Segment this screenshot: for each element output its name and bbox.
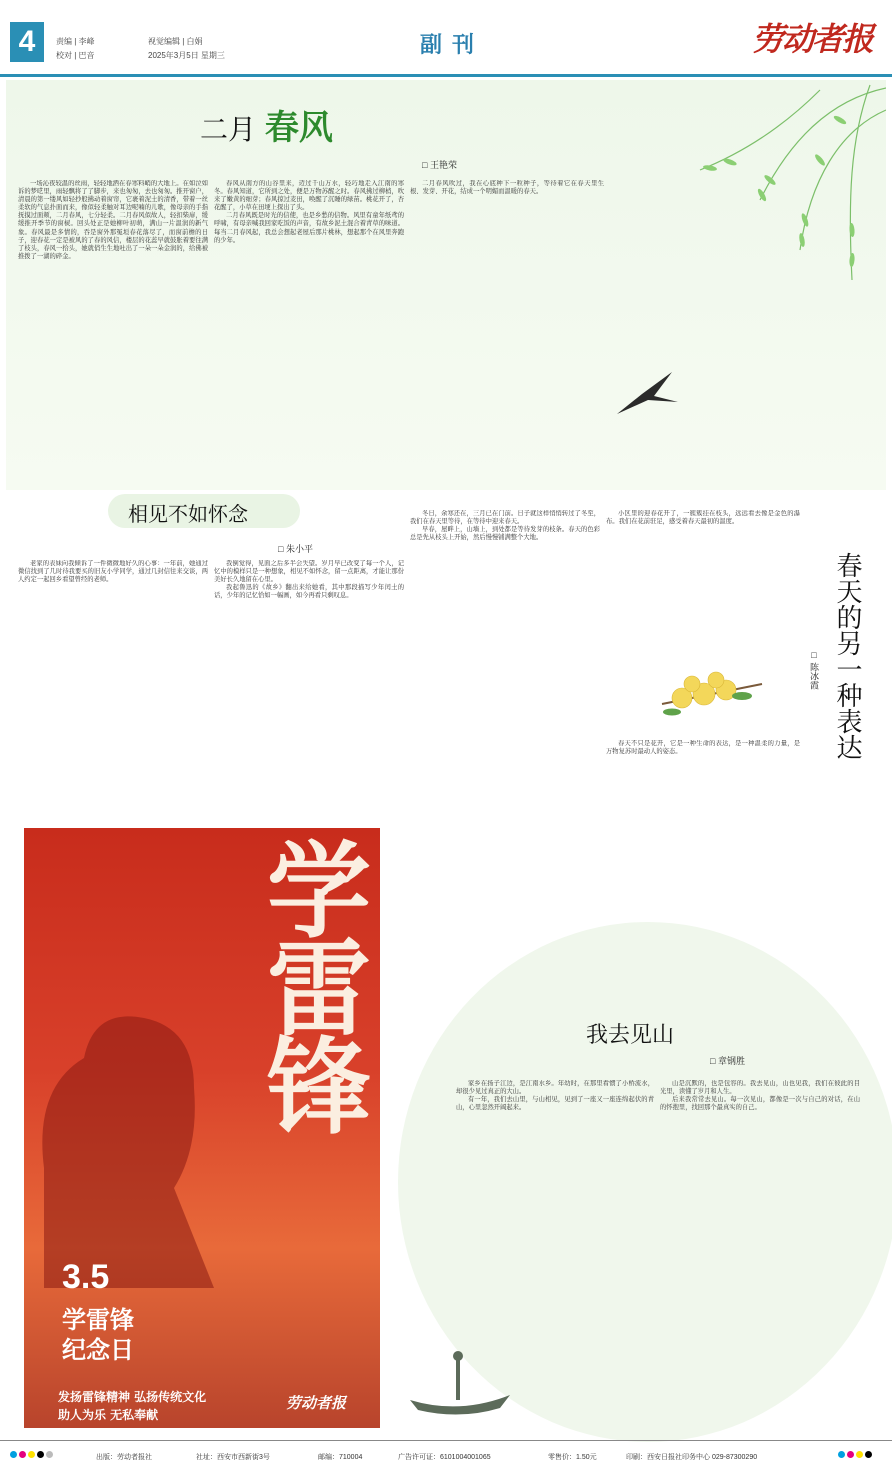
article3-column1: 冬日，余寒还在，三月已在门前。日子就这样悄悄转过了冬至，我们在春天里等待，在等待中迎来春天。 早春，屋畔上，山墙上，到处都是等待发芽的枝条。春天的色彩总是先从枝头上开始，然后慢慢铺满整个大地。 <box>410 510 600 542</box>
article3-column2-top: 小区里的迎春花开了，一簇簇挂在枝头，远远看去像是金色的瀑布。我们在花前驻足，感受着春天最初的温度。 <box>606 510 800 526</box>
article2-column2: 我倒觉得，见面之后多半会失望。岁月早已改变了每一个人，记忆中的模样只是一种想象，相见不如怀念，留一点距离，才能让那份美好长久地留在心里。 我起鲁迅的《故乡》翻出来给她看，其中那段描写少年闰土的话，少年的记忆恰如一幅画，如今再看只剩叹息。 <box>214 560 404 600</box>
poster-line1: 学雷锋 <box>62 1306 134 1334</box>
article3-column2-bottom: 春天不只是花开，它是一种生命的表达，是一种温柔的力量，是万物复苏时最动人的姿态。 <box>606 740 800 756</box>
poster-headline: 学雷锋 <box>249 836 372 1130</box>
article1-column1: 一场沁夜较温的丝雨，轻轻地洒在春寒料峭的大地上。在如泣如诉的梦呓里，雨轻飘将了了脚步，来也匆匆，去也匆匆。推开窗户，清晨的第一缕风如轻抄般拂动着窗帘，它裹着泥土的清香，带着一丝柔软的气息扑面而来，像似轻柔触对耳边呢喃的儿歌，像母亲的手指抚摸过面颊，二月春风，七分轻柔。二月春风似故人，轻扣柴扉，缓缓推开季节的窗棂。回头处正是她柳叶初萌，满山一片温润的新气象。春风最是多情的，吞是窗外那冤垣春花落尽了，而窗前檐的日子，迎春花一定是被风的了春的风信，楼层的花蕊早就鼓胀着要往满了枝头，春风一拾头，她就俏生生地吐出了一朵一朵金润的，给佛被推拨了一湖的碎金。 <box>18 180 208 260</box>
page-number: 4 <box>10 22 44 62</box>
footer-license: 广告许可证：6101004001065 <box>398 1454 491 1461</box>
footer-publisher: 出版：劳动者报社 <box>96 1454 152 1461</box>
color-registration-right <box>838 1451 874 1460</box>
article3-byline: □ 陈冰霞 <box>809 650 819 690</box>
article1-column2: 春风从南方的山谷里来，迈过千山万水，轻巧地走入江南的寒冬。春风知道，它所到之处，便是万物苏醒之时。春风拂过柳梢，吹来了嫩黄的细芽；春风掠过麦田，唤醒了沉睡的绿苗。桃花开了，杏花醒了，小草在田埂上探出了头。 二月春风既是时光的信使，也是乡愁的信物。风里有童年纸鸢的呼啸，有母亲喊我回家吃饭的声音，有故乡泥土混合着青草的味道。每当二月春风起，我总会想起老屋后那片桃林，想起那个在风里奔跑的少年。 <box>214 180 404 244</box>
editor-credit: 责编 | 李峰 <box>56 37 95 46</box>
header-rule <box>0 74 892 77</box>
section-title: 副刊 <box>420 32 485 58</box>
article1-title: 二月 春风 <box>200 108 333 148</box>
footer-printer: 印刷：西安日报社印务中心 029-87300290 <box>626 1454 758 1461</box>
article1-byline: □ 王艳荣 <box>422 160 457 170</box>
article3-title: 春天的另一种表达 <box>832 552 862 760</box>
willow-branches-illustration <box>590 80 886 330</box>
article4-byline: □ 章钢胜 <box>710 1056 745 1066</box>
swallow-icon <box>612 366 682 420</box>
visual-editor-credit: 视觉编辑 | 白娟 <box>148 37 203 46</box>
newspaper-logo: 劳动者报 <box>752 20 873 58</box>
footer-price: 零售价：1.50元 <box>548 1454 597 1461</box>
article4-column1: 家乡在扬子江边，是江南水乡。年幼时，在那里看惯了小桥流水，却很少见过真正的大山。 有一年，我们去山里，与山相见，见到了一座又一座连绵起伏的青山，心里忽然开阔起来。 <box>456 1080 654 1112</box>
page-footer <box>0 1440 892 1470</box>
footer-address: 社址：西安市西新街3号 <box>196 1454 270 1461</box>
proof-credit: 校对 | 巴音 <box>56 51 95 60</box>
color-registration-left <box>10 1451 55 1460</box>
poster-logo: 劳动者报 <box>286 1394 347 1412</box>
article2-column1: 老家的表妹向我倾诉了一件微微地好久的心事：一年前，她通过微信找到了几时待我要买的旧友小学同学，通过几封信往来交谈，两人约定一起回乡看望曾经的老师。 <box>18 560 208 584</box>
poster-line2: 纪念日 <box>62 1336 134 1364</box>
footer-postcode: 邮编：710004 <box>318 1454 363 1461</box>
yellow-flower-illustration <box>652 664 772 724</box>
poster-date: 3.5 <box>62 1258 110 1296</box>
article4-column2: 山是沉默的，也是包容的。我去见山，山也见我，我们在彼此的目光里，读懂了岁月和人生。 后来我常常去见山。每一次见山，都像是一次与自己的对话，在山的怀抱里，找回那个最真实的自己。 <box>660 1080 860 1112</box>
lei-feng-poster <box>24 828 380 1428</box>
page-header <box>0 0 892 78</box>
article1-column3: 二月春风吹过，我在心底种下一粒种子，等待着它在春天里生根、发芽、开花，结成一个明媚而温暖的春天。 <box>410 180 604 196</box>
poster-slogan1: 发扬雷锋精神 弘扬传统文化 <box>58 1390 207 1404</box>
issue-date: 2025年3月5日 星期三 <box>148 51 225 60</box>
poster-slogan2: 助人为乐 无私奉献 <box>58 1408 159 1422</box>
boat-illustration <box>400 1290 520 1420</box>
article4-title: 我去见山 <box>586 1023 675 1048</box>
article2-title: 相见不如怀念 <box>128 502 248 526</box>
article2-byline: □ 朱小平 <box>278 544 313 554</box>
